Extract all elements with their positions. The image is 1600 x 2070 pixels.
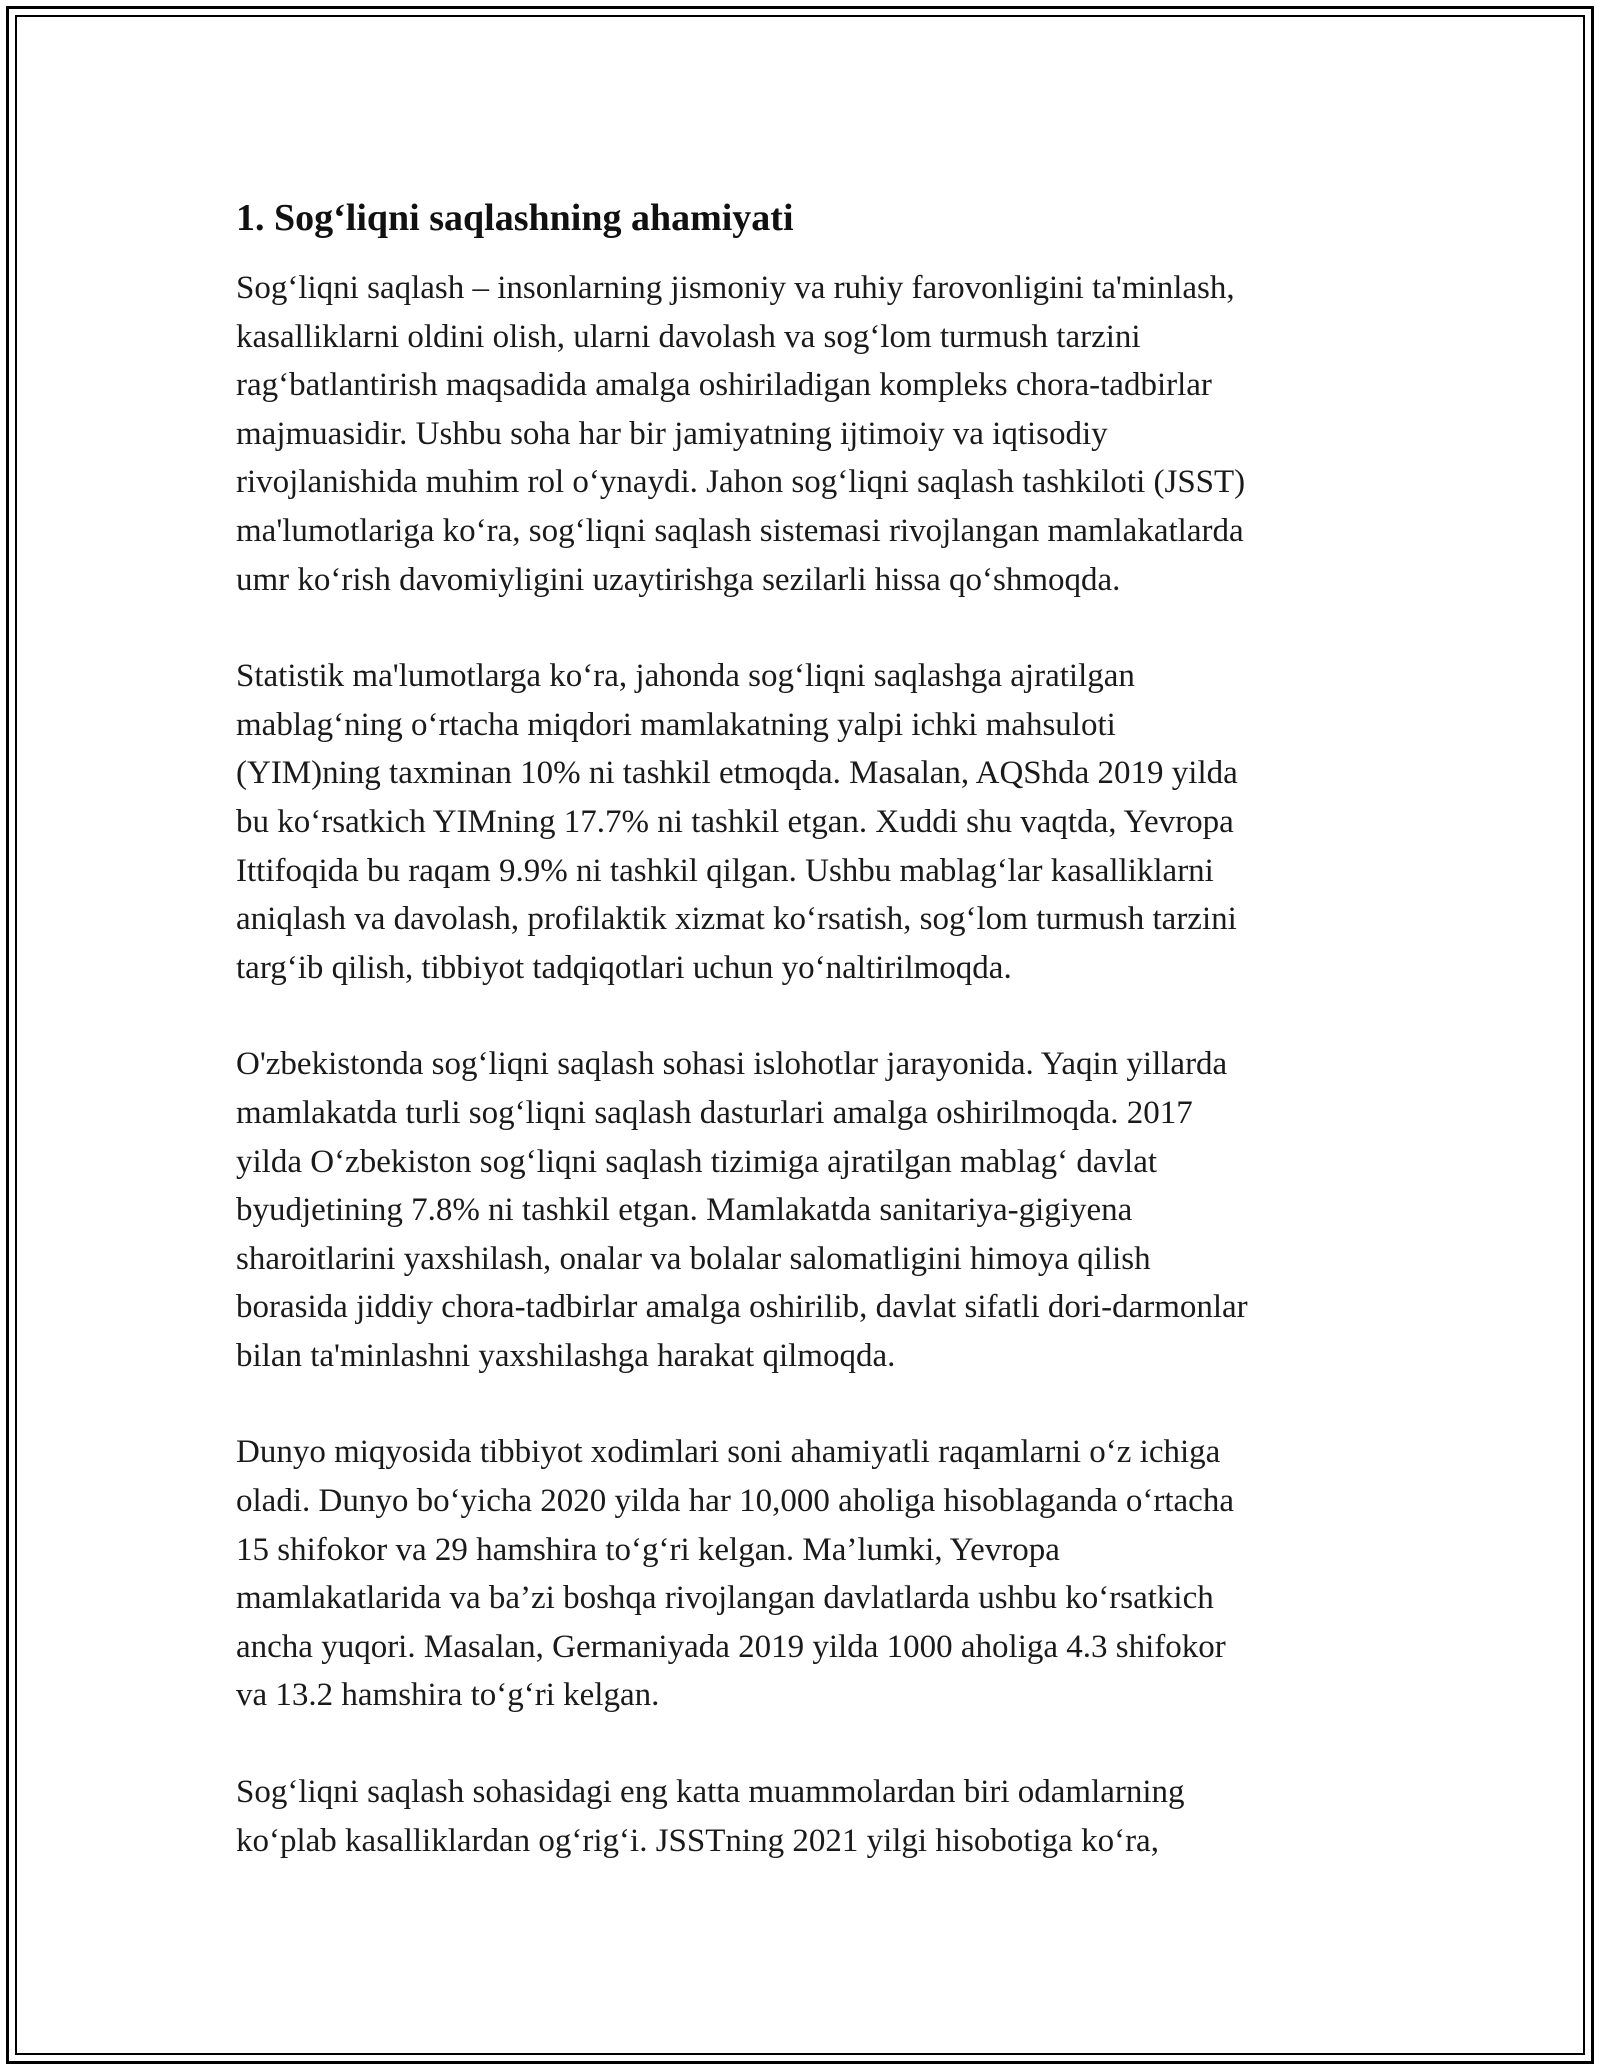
paragraph-3: O'zbekistonda sog‘liqni saqlash sohasi islohotlar jarayonida. Yaqin yillarda mamlakatda turli sog‘liqni saqlash dasturlari amalga oshirilmoqda. 2017 yilda O‘zbekiston sog‘liqni saqlash tizimiga ajratilgan mablag‘ davlat byudjetining 7.8% ni tashkil etgan. Mamlakatda sanitariya-gigiyena sharoitlarini yaxshilash, onalar va bolalar salomatligini himoya qilish borasida jiddiy chora-tadbirlar amalga oshirilib, davlat sifatli dori-darmonlar bilan ta'minlashni yaxshilashga harakat qilmoqda. — [236, 1046, 1248, 1374]
paragraph-1: Sog‘liqni saqlash – insonlarning jismoniy va ruhiy farovonligini ta'minlash, kasalliklarni oldini olish, ularni davolash va sog‘lom turmush tarzini rag‘batlantirish maqsadida amalga oshiriladigan kompleks chora-tadbirlar majmuasidir. Ushbu soha har bir jamiyatning ijtimoiy va iqtisodiy rivojlanishida muhim rol o‘ynaydi. Jahon sog‘liqni saqlash tashkiloti (JSST) ma'lumotlariga ko‘ra, sog‘liqni saqlash sistemasi rivojlangan mamlakatlarda umr ko‘rish davomiyligini uzaytirishga sezilarli hissa qo‘shmoqda. — [236, 270, 1246, 598]
section-heading: 1. Sog‘liqni saqlashning ahamiyati — [236, 197, 794, 239]
paragraph-4: Dunyo miqyosida tibbiyot xodimlari soni ahamiyatli raqamlarni o‘z ichiga oladi. Dunyo bo‘yicha 2020 yilda har 10,000 aholiga hisoblaganda o‘rtacha 15 shifokor va 29 hamshira to‘g‘ri kelgan. Ma’lumki, Yevropa mamlakatlarida va ba’zi boshqa rivojlangan davlatlarda ushbu ko‘rsatkich ancha yuqori. Masalan, Germaniyada 2019 yilda 1000 aholiga 4.3 shifokor va 13.2 hamshira to‘g‘ri kelgan. — [236, 1434, 1234, 1714]
paragraph-2: Statistik ma'lumotlarga ko‘ra, jahonda sog‘liqni saqlashga ajratilgan mablag‘ning o‘rtacha miqdori mamlakatning yalpi ichki mahsuloti (YIM)ning taxminan 10% ni tashkil etmoqda. Masalan, AQShda 2019 yilda bu ko‘rsatkich YIMning 17.7% ni tashkil etgan. Xuddi shu vaqtda, Yevropa Ittifoqida bu raqam 9.9% ni tashkil qilgan. Ushbu mablag‘lar kasalliklarni aniqlash va davolash, profilaktik xizmat ko‘rsatish, sog‘lom turmush tarzini targ‘ib qilish, tibbiyot tadqiqotlari uchun yo‘naltirilmoqda. — [236, 658, 1238, 986]
document-body — [236, 180, 1386, 1913]
paragraph-5: Sog‘liqni saqlash sohasidagi eng katta muammolardan biri odamlarning ko‘plab kasalliklardan og‘rig‘i. JSSTning 2021 yilgi hisobotiga ko‘ra, — [236, 1774, 1185, 1859]
